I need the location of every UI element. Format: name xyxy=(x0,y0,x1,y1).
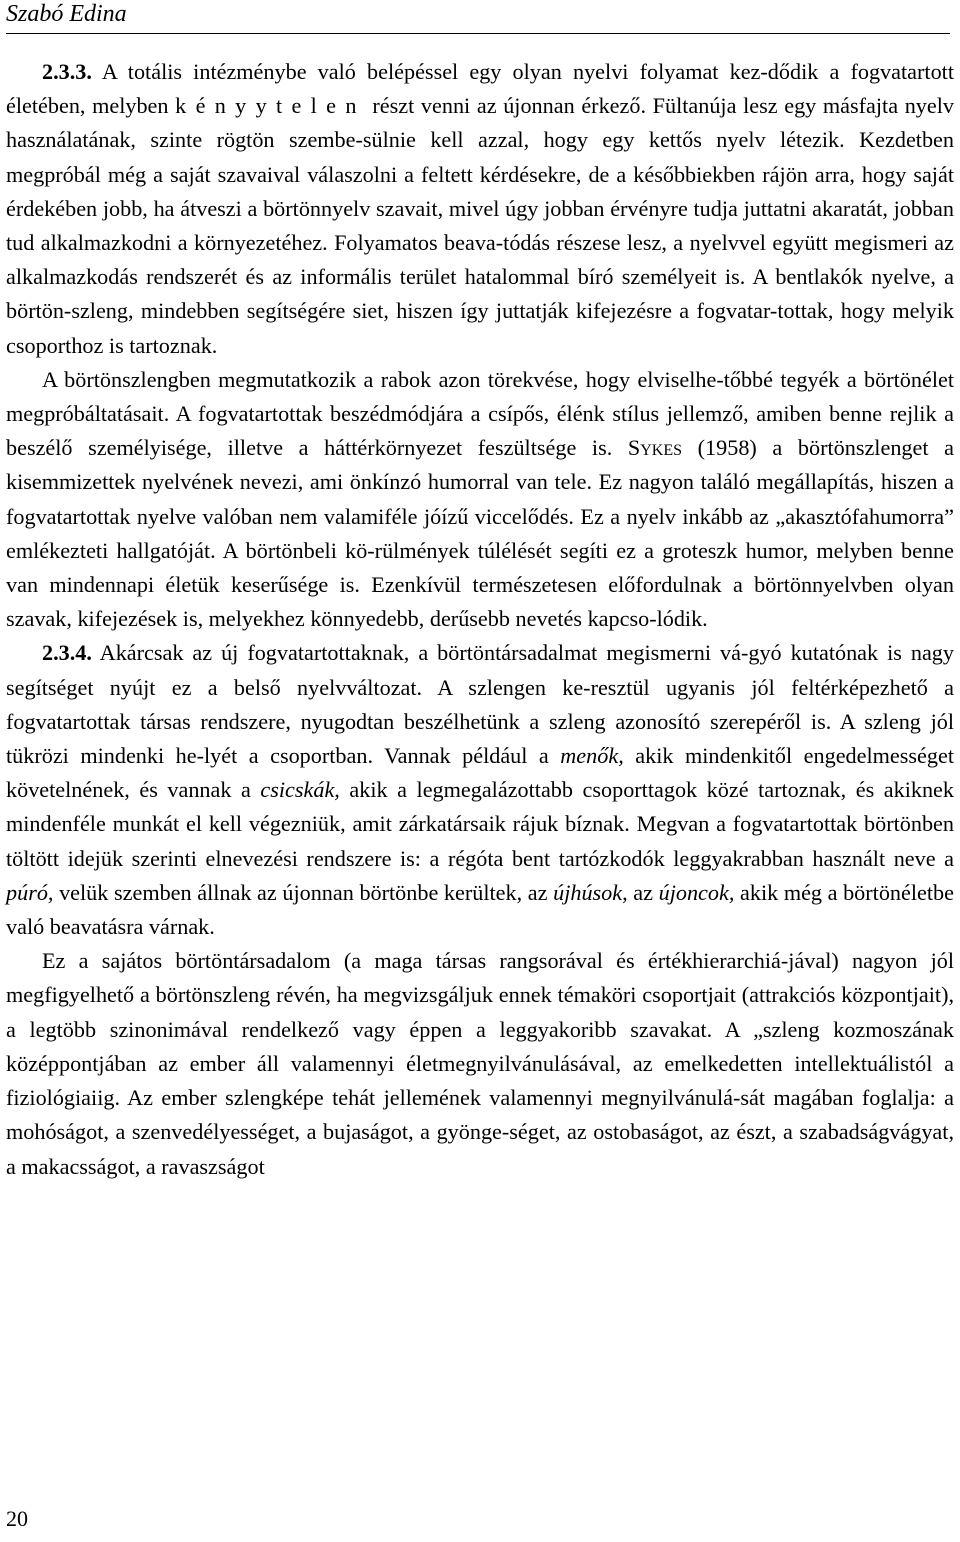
paragraph-2 xyxy=(6,363,954,637)
paragraph-text: A totális intézménybe való belépéssel egy olyan nyelvi folyamat kez-dődik a fogvatartott életében, melyben xyxy=(6,59,954,119)
paragraph-text: velük szemben állnak az újonnan börtönbe kerültek, az xyxy=(53,879,554,905)
paragraph-text: az xyxy=(627,879,659,905)
paragraph-text: A börtönszlengben megmutatkozik a rabok azon törekvése, hogy elviselhe-tőbbé tegyék a börtönélet megpróbáltatásait. A fogvatartottak beszédmódjára a csípős, élénk stílus jellemző, amiben benne rejlik a beszélő személyisége, illetve a háttérkörnyezet feszültsége is. xyxy=(6,366,954,461)
italic-term: csicskák, xyxy=(260,777,340,803)
paragraph-text: (1958) a börtönszlenget a kisemmizettek nyelvének nevezi, ami önkínzó humorral van tele. Ez nagyon találó megállapítás, hiszen a fogvatartottak nyelve valóban nem valamiféle jóízű viccelődés. Ez a nyelv inkább az „akasztófahumorra” emlékezteti hallgatóját. A börtönbeli kö-rülmények túlélését segíti ez a groteszk humor, melyben benne van mindennapi életük keserűsége is. Ezenkívül természetesen előfordulnak a börtönnyelvben olyan szavak, kifejezések is, melyekhez könnyedebb, derűsebb nevetés kapcso-lódik. xyxy=(6,435,954,632)
italic-term: púró, xyxy=(6,879,54,905)
paragraph-1 xyxy=(6,55,954,363)
section-number: 2.3.4. xyxy=(42,640,92,666)
section-number: 2.3.3. xyxy=(42,59,92,84)
paragraph-3 xyxy=(6,636,954,944)
header-rule xyxy=(6,33,950,34)
author-name-smallcaps: Sykes xyxy=(627,435,683,461)
paragraph-text: akik mindenkitől engedelmességet követelnének, és vannak a xyxy=(6,743,954,803)
body-text xyxy=(6,55,954,1184)
italic-term: újoncok, xyxy=(658,879,735,905)
italic-term: újhúsok, xyxy=(553,879,628,905)
paragraph-text: Akárcsak az új fogvatartottaknak, a börtöntársadalmat megismerni vá-gyó kutatónak is nagy segítséget nyújt ez a belső nyelvváltozat. A szlengen ke-resztül ugyanis jól feltérképezhető a fogvatartottak társas rendszere, nyugodtan beszélhetünk a szleng azonosító szerepéről is. A szleng jól tükrözi mindenki he-lyét a csoportban. Vannak például a xyxy=(6,640,954,769)
running-header-author: Szabó Edina xyxy=(6,1,127,27)
paragraph-4 xyxy=(6,944,954,1183)
paragraph-text: részt venni az újonnan érkező. Fültanúja lesz egy másfajta nyelv használatának, szinte rögtön szembe-sülnie kell azzal, hogy egy kettős nyelv létezik. Kezdetben megpróbál még a saját szavaival válaszolni a feltett kérdésekre, de a későbbiekben rájön arra, hogy saját érdekében jobb, ha átveszi a börtönnyelv szavait, mivel úgy jobban érvényre tudja juttatni akaratát, jobban tud alkalmazkodni a környezetéhez. Folyamatos beava-tódás részese lesz, a nyelvvel együtt megismeri az alkalmazkodás rendszerét és az informális terület hatalommal bíró személyeit is. A bentlakók nyelve, a börtön-szleng, mindebben segítségére siet, hiszen így juttatják kifejezésre a fogvatar-tottak, hogy melyik csoporthoz is tartoznak. xyxy=(6,93,955,358)
paragraph-text: akik a legmegalázottabb csoporttagok közé tartoznak, és akiknek mindenféle munkát el kell végezniük, amit zárkatársaik rájuk bíznak. Megvan a fogvatartottak börtönben töltött idejük szerinti elnevezési rendszere is: a régóta bent tartózkodók leggyakrabban használt neve a xyxy=(6,777,954,871)
italic-term: menők, xyxy=(560,743,624,769)
paragraph-text: akik még a börtönéletbe való beavatásra várnak. xyxy=(6,879,954,940)
page-number: 20 xyxy=(6,1506,28,1531)
spaced-word: kényytelen xyxy=(175,93,366,119)
paragraph-text: Ez a sajátos börtöntársadalom (a maga társas rangsorával és értékhierarchiá-jával) nagyon jól megfigyelhető a börtönszleng révén, ha megvizsgáljuk ennek témaköri csoportjait (attrakciós központjait), a legtöbb szinonimával rendelkező vagy éppen a leggyakoribb szavakat. A „szleng kozmoszának középpontjában az ember áll valamennyi életmegnyilvánulásával, az emelkedetten intellektuálistól a fiziológiaiig. Az ember szlengképe tehát jellemének valamennyi megnyilvánulá-sát magában foglalja: a mohóságot, a szenvedélyességet, a bujaságot, a gyönge-séget, az ostobaságot, az észt, a szabadságvágyat, a makacsságot, a ravaszságot xyxy=(6,948,954,1179)
